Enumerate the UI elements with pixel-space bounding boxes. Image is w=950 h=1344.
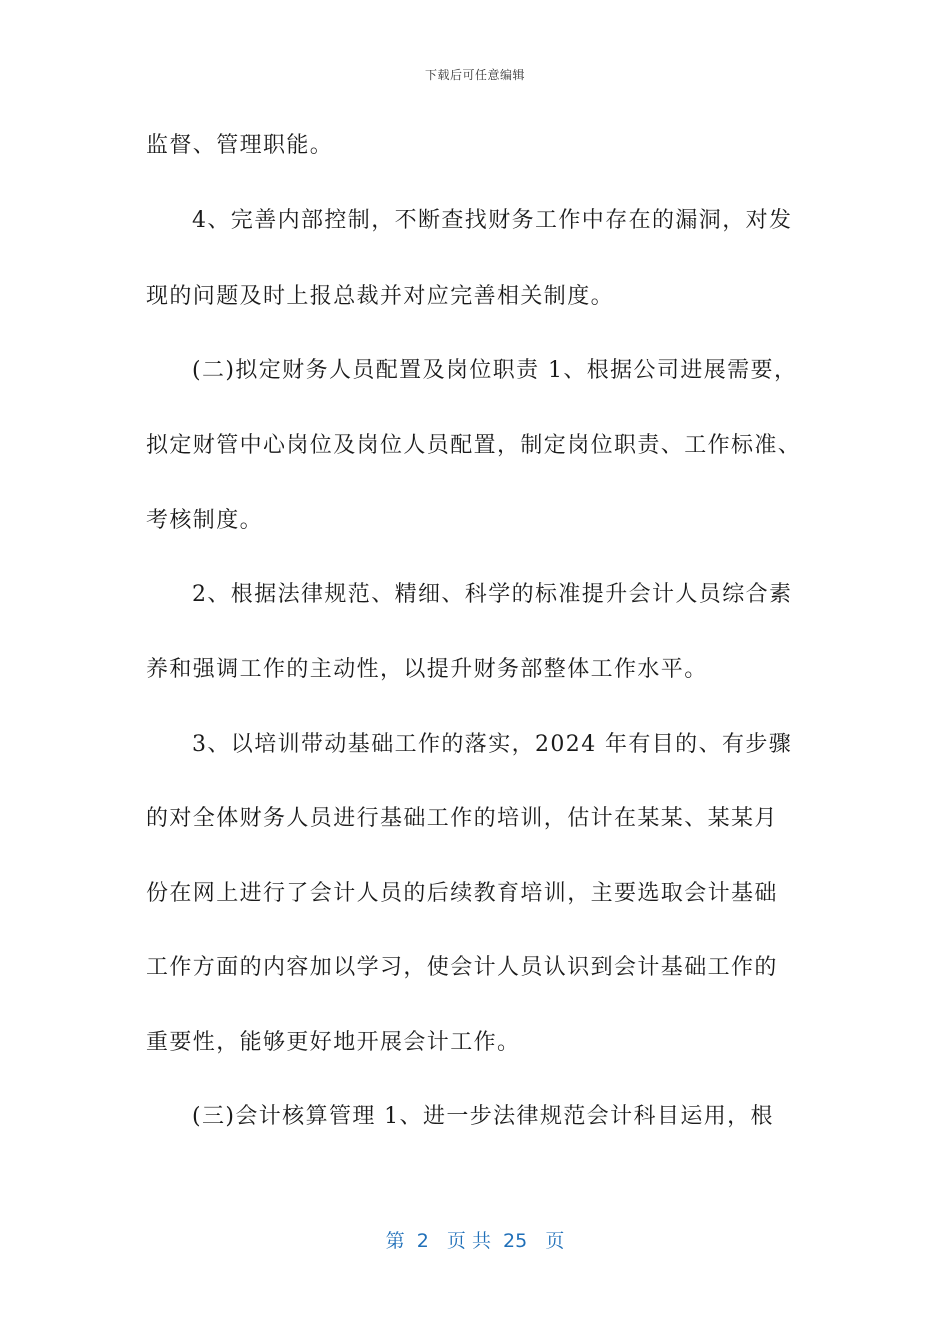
text-line: 考核制度。 bbox=[146, 508, 264, 533]
text-line: 现的问题及时上报总裁并对应完善相关制度。 bbox=[146, 284, 615, 309]
page-number-footer: 第 2 页 共 25 页 bbox=[385, 1230, 565, 1252]
text-line: 监督、管理职能。 bbox=[146, 133, 334, 158]
text-line: 4、完善内部控制，不断查找财务工作中存在的漏洞，对发 bbox=[192, 208, 793, 233]
text-line: 份在网上进行了会计人员的后续教育培训，主要选取会计基础 bbox=[146, 881, 778, 906]
text-line: 3、以培训带动基础工作的落实，2024 年有目的、有步骤 bbox=[192, 732, 793, 757]
text-line: 的对全体财务人员进行基础工作的培训，估计在某某、某某月 bbox=[146, 806, 778, 831]
text-line: 重要性，能够更好地开展会计工作。 bbox=[146, 1030, 521, 1055]
text-line: 养和强调工作的主动性，以提升财务部整体工作水平。 bbox=[146, 657, 708, 682]
text-line: 工作方面的内容加以学习，使会计人员认识到会计基础工作的 bbox=[146, 955, 778, 980]
text-line: (三)会计核算管理 1、进一步法律规范会计科目运用，根 bbox=[192, 1104, 774, 1129]
header-note: 下载后可任意编辑 bbox=[424, 68, 525, 82]
text-line: 拟定财管中心岗位及岗位人员配置，制定岗位职责、工作标准、 bbox=[146, 433, 802, 458]
text-line: 2、根据法律规范、精细、科学的标准提升会计人员综合素 bbox=[192, 582, 793, 607]
text-line: (二)拟定财务人员配置及岗位职责 1、根据公司进展需要， bbox=[192, 358, 798, 383]
